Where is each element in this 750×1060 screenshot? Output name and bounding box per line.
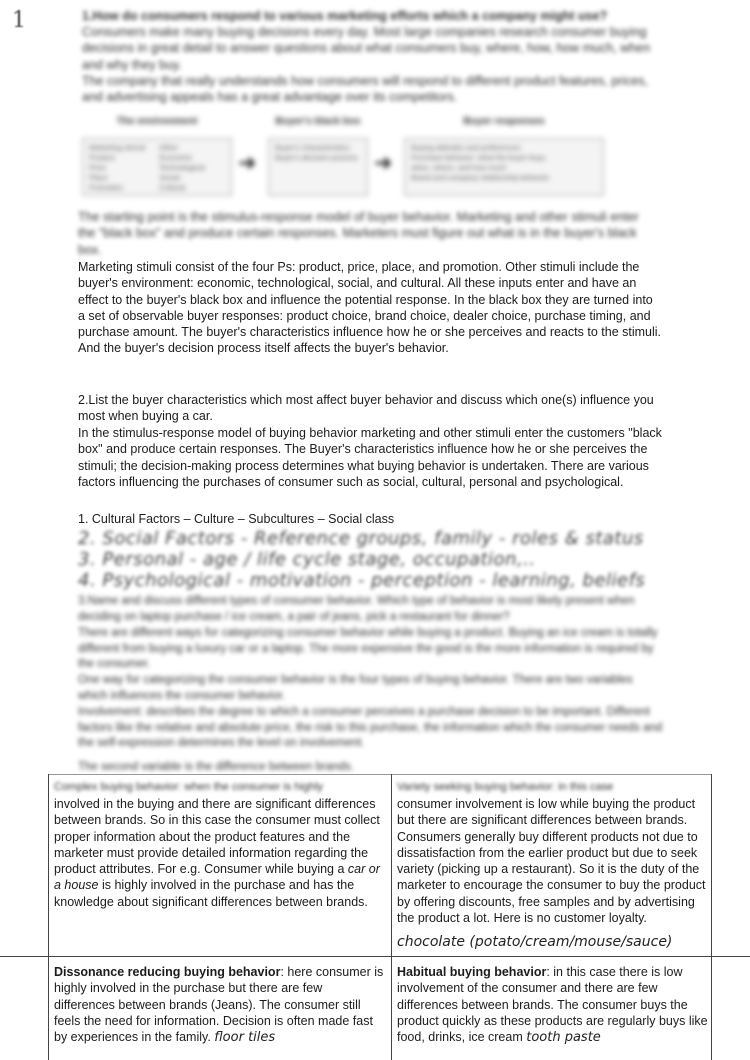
diagram-environment [82,112,232,196]
q1-heading: 1.How do consumers respond to various marketing efforts which a company might use? [82,9,608,23]
diagram-other-stimuli: Other Economic Technological Social Cultural [159,143,205,192]
diagram-marketing-stimuli: Marketing stimuli Product Price Place Promotion [89,143,146,192]
handwritten-personal-factors: 3. Personal - age / life cycle stage, occupation,.. [78,549,536,570]
q2-item-cultural: 1. Cultural Factors – Culture – Subcultures – Social class [78,512,395,526]
diagram-responses [404,112,604,196]
q3-paragraph-4: The second variable is the difference between brands. [78,761,354,773]
q1-intro: Consumers make many buying decisions every day. Most large companies research consumer buying decisions in great detail to answer questions about what consumers buy, where, how, how much, when and why they buy. [82,25,651,72]
cell-variety-seeking-body: consumer involvement is low while buying the product but there are significant differences between brands. Consumers generally buy different products not due to dissatisfaction from the earlier product but due to seek variety (picking up a restaurant). So it is the duty of the marketer to encourage the consumer to buy the product by offering discounts, free samples and by advertising the product a lot. Here is no customer loyalty. [397,797,706,926]
cell-complex-buying-body: involved in the buying and there are significant differences between brands. So in this case the consumer must collect proper information about the product features and the marketer must provide detailed information regarding the product attributes. For e.g. Consumer while buying a car or a house is highly involved in the purchase and has the knowledge about significant differences between brands. [54,797,380,909]
q3-paragraph-2: One way for categorizing the consumer behavior is the four types of buying behavior. There are two variables which influences the consumer behavior. [78,674,633,702]
cell-variety-seeking-heading: Variety seeking buying behavior: in this case [397,781,614,793]
q1-model-paragraph: The starting point is the stimulus-response model of buyer behavior. Marketing and other stimuli enter the "black box" and produce certain responses. Marketers must figure out what is in the buyer's black box. [78,210,639,257]
handwritten-note-floor-tiles: floor tiles [214,1030,276,1046]
arrow-right-icon: ➜ [374,150,393,175]
diagram-black-box [268,112,368,196]
q1-intro-2: The company that really understands how consumers will respond to different product features, prices, and advertising appeals has a great advantage over its competitors. [82,74,649,105]
diagram-environment-title: The environment [116,116,198,127]
cell-habitual-buying: Habitual buying behavior: in this case there is low involvement of the consumer and there are few differences between brands. The consumer buys the product quickly as these products are regularly buys like food, drinks, ice cream tooth paste [397,965,708,1046]
handwritten-note-chocolate: chocolate (potato/cream/mouse/sauce) [397,934,673,950]
arrow-right-icon: ➜ [238,150,257,175]
q3-paragraph-1: There are different ways for categorizing consumer behavior while buying a product. Buying an ice cream is totally different from buying a luxury car or a laptop. The more expensive the good is the more information is required by the consumer. [78,627,658,670]
table-border-right [711,774,712,1060]
q3-heading: 3.Name and discuss different types of consumer behavior. Which type of behavior is most likely present when deciding on laptop purchase / ice cream, a pair of jeans, pick a restaurant for dinner? [78,595,635,623]
cell-dissonance-reducing: Dissonance reducing buying behavior: here consumer is highly involved in the purchase but there are few differences between brands (Jeans). The consumer still feels the need for information. Decision is often made fast by experiences in the family. floor tiles [54,965,384,1046]
table-row-divider [0,956,750,957]
page-number: 1 [12,8,26,33]
handwritten-social-factors: 2. Social Factors - Reference groups, family - roles & status [78,528,644,549]
q1-stimuli-paragraph: Marketing stimuli consist of the four Ps: product, price, place, and promotion. Other stimuli include the buyer's environment: economic, technological, social, and cultural. All these inputs enter and have an effect to the buyer's black box and influence the potential response. In the black box they are turned into a set of observable buyer responses: product choice, brand choice, dealer choice, purchase timing, and purchase amount. The buyer's characteristics influence how he or she perceives and reacts to the stimuli. And the buyer's decision process itself affects the buyer's behavior. [78,260,662,356]
diagram-responses-text: Buying attitudes and preferences Purchase behavior: what the buyer buys, when, where, and how much Brand and company relationship behavior [404,138,604,196]
handwritten-note-tooth-paste: tooth paste [526,1030,601,1046]
handwritten-psychological-factors: 4. Psychological - motivation - perception - learning, beliefs [78,570,646,591]
diagram-responses-title: Buyer responses [463,116,545,127]
cell-complex-buying-heading: Complex buying behavior: when the consumer is highly [54,781,324,793]
table-border-middle [391,774,392,1060]
stimulus-response-diagram [82,112,654,210]
q2-heading: 2.List the buyer characteristics which most affect buyer behavior and discuss which one(s) influence you most when buying a car. [78,393,654,424]
q2-paragraph: In the stimulus-response model of buying behavior marketing and other stimuli enter the customers "black box" and produce certain responses. The Buyer's characteristics influence how he or she perceives the stimuli; the decision-making process determines what buying behavior is undertaken. There are various factors influencing the purchases of consumer such as social, cultural, personal and psychological. [78,426,662,489]
table-border-left [48,774,49,1060]
diagram-black-box-text: Buyer's characteristics Buyer's decision process [268,138,368,196]
diagram-black-box-title: Buyer's black box [275,116,361,127]
table-top-border [48,774,712,775]
q3-paragraph-3: Involvement: describes the degree to which a consumer perceives a purchase decision to be important. Different factors like the relative and absolute price, the risk to this purchase, the information which the consumer needs and the self-expression determines the level on involvement. [78,706,663,749]
